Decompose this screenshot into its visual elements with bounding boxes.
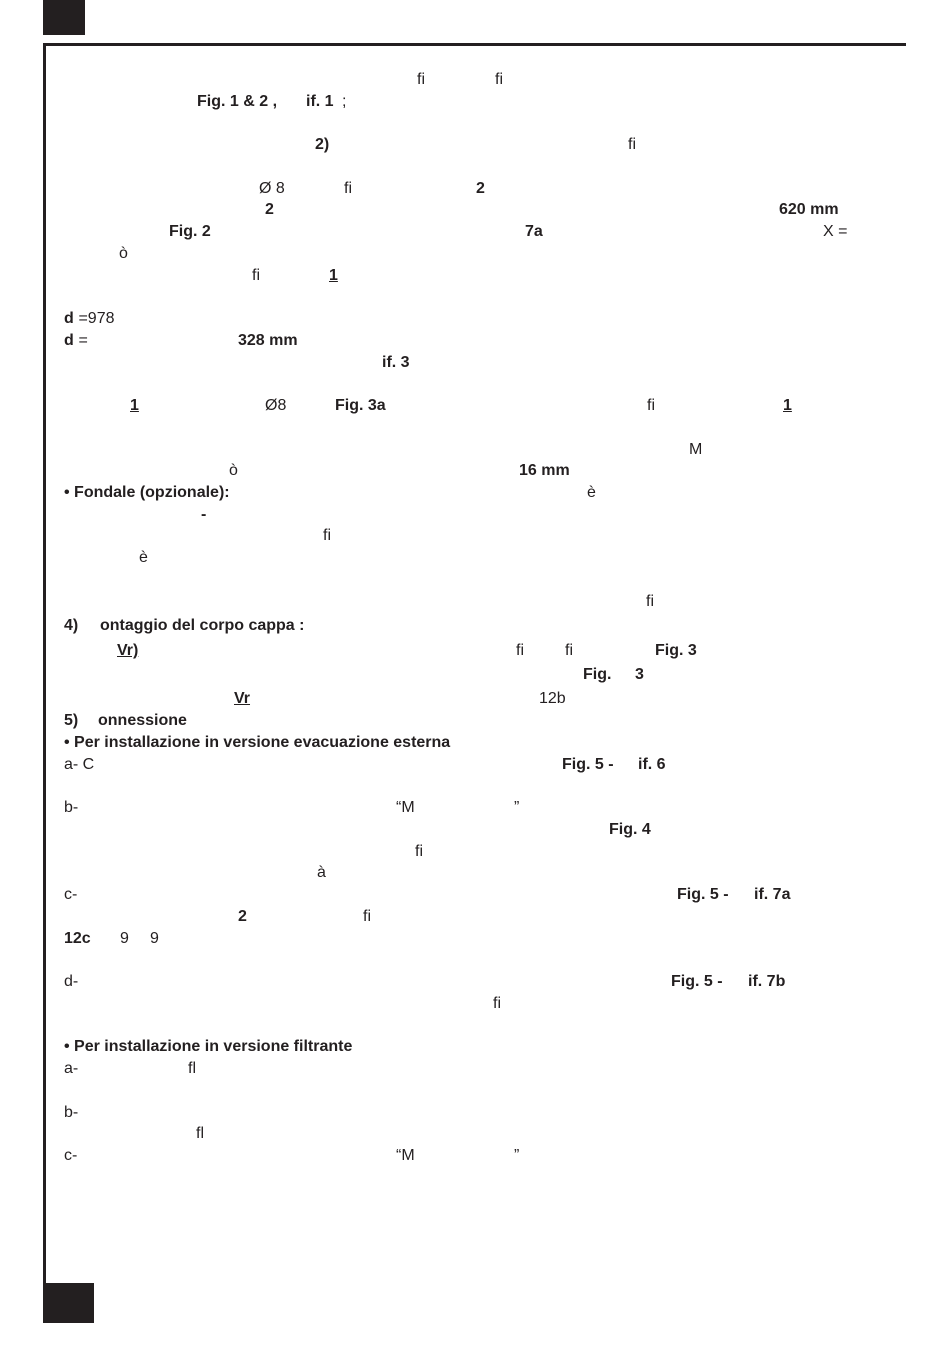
- text-fragment: ”: [514, 799, 520, 816]
- text-fragment: ;: [342, 93, 347, 110]
- figure-reference: Fig. 5 -: [562, 756, 614, 773]
- page-corner-tab-top: [43, 0, 85, 35]
- variable-label: d: [64, 310, 74, 327]
- figure-reference: Fig. 1 & 2 ,: [197, 93, 278, 110]
- text-fragment: fi: [647, 397, 655, 414]
- part-number: 12b: [539, 690, 566, 707]
- header-rule: [43, 43, 906, 46]
- figure-reference: Fig. 5 -: [671, 973, 723, 990]
- measurement: 16 mm: [519, 462, 570, 479]
- list-marker: a-: [64, 1060, 79, 1077]
- text-fragment: fi: [565, 642, 573, 659]
- list-marker: a- C: [64, 756, 95, 773]
- text-fragment: fi: [628, 136, 636, 153]
- measurement: 620 mm: [779, 201, 839, 218]
- text-fragment: è: [587, 484, 596, 501]
- text-fragment: “M: [396, 799, 415, 816]
- part-number: 1: [783, 397, 792, 414]
- figure-reference: if. 6: [638, 756, 666, 773]
- part-number: 1: [329, 267, 338, 284]
- part-number: 2: [476, 180, 485, 197]
- list-marker: b-: [64, 1104, 79, 1121]
- text-fragment: fi: [323, 527, 331, 544]
- text-fragment: fi: [344, 180, 352, 197]
- text-fragment: Ø 8: [259, 180, 285, 197]
- list-marker: c-: [64, 886, 78, 903]
- figure-reference: Fig. 3: [655, 642, 697, 659]
- text-fragment: à: [317, 864, 326, 881]
- figure-reference: if. 7a: [754, 886, 791, 903]
- section-heading: ontaggio del corpo cappa :: [100, 617, 305, 634]
- figure-reference: if. 3: [382, 354, 410, 371]
- text-fragment: ò: [229, 462, 238, 479]
- text-fragment: M: [689, 441, 703, 458]
- part-label: Vr): [117, 642, 139, 659]
- list-marker: b-: [64, 799, 79, 816]
- text-fragment: ò: [119, 245, 128, 262]
- text-fragment: “M: [396, 1147, 415, 1164]
- text-fragment: =: [74, 332, 88, 349]
- text-fragment: fi: [493, 995, 501, 1012]
- step-number: 2): [315, 136, 330, 153]
- figure-reference: Fig. 5 -: [677, 886, 729, 903]
- text-fragment: fi: [363, 908, 371, 925]
- subsection-heading: • Per installazione in versione filtrante: [64, 1038, 353, 1055]
- part-number: 1: [130, 397, 139, 414]
- list-marker: d-: [64, 973, 79, 990]
- section-heading: onnessione: [98, 712, 187, 729]
- part-label: Vr: [234, 690, 251, 707]
- figure-reference: Fig. 4: [609, 821, 651, 838]
- text-fragment: fi: [495, 71, 503, 88]
- measurement: =978: [74, 310, 115, 327]
- part-number: 12c: [64, 930, 91, 947]
- text-fragment: ”: [514, 1147, 520, 1164]
- margin-rule: [43, 43, 46, 1295]
- text-fragment: fl: [188, 1060, 196, 1077]
- text-fragment: fi: [415, 843, 423, 860]
- part-number: 9: [150, 930, 159, 947]
- figure-reference: if. 1: [306, 93, 334, 110]
- text-fragment: fi: [252, 267, 260, 284]
- measurement: 328 mm: [238, 332, 298, 349]
- text-fragment: fi: [417, 71, 425, 88]
- part-number: 2: [238, 908, 247, 925]
- figure-reference: Fig. 2: [169, 223, 211, 240]
- list-marker: c-: [64, 1147, 78, 1164]
- variable-label: d: [64, 332, 74, 349]
- part-number: 9: [120, 930, 129, 947]
- text-fragment: Ø8: [265, 397, 287, 414]
- text-fragment: X =: [823, 223, 848, 240]
- subsection-heading: • Per installazione in versione evacuazione esterna: [64, 734, 451, 751]
- text-fragment: fi: [516, 642, 524, 659]
- text-fragment: è: [139, 549, 148, 566]
- figure-reference: Fig. 3a: [335, 397, 386, 414]
- section-heading: • Fondale (opzionale):: [64, 484, 230, 501]
- part-number: 2: [265, 201, 274, 218]
- figure-reference: 3: [635, 666, 644, 683]
- figure-reference: Fig.: [583, 666, 612, 683]
- text-fragment: fi: [646, 593, 654, 610]
- figure-reference: if. 7b: [748, 973, 786, 990]
- section-number: 5): [64, 712, 79, 729]
- text-fragment: -: [201, 506, 207, 523]
- page-corner-tab-bottom: [43, 1283, 94, 1323]
- section-number: 4): [64, 617, 79, 634]
- text-fragment: fl: [196, 1125, 204, 1142]
- part-number: 7a: [525, 223, 543, 240]
